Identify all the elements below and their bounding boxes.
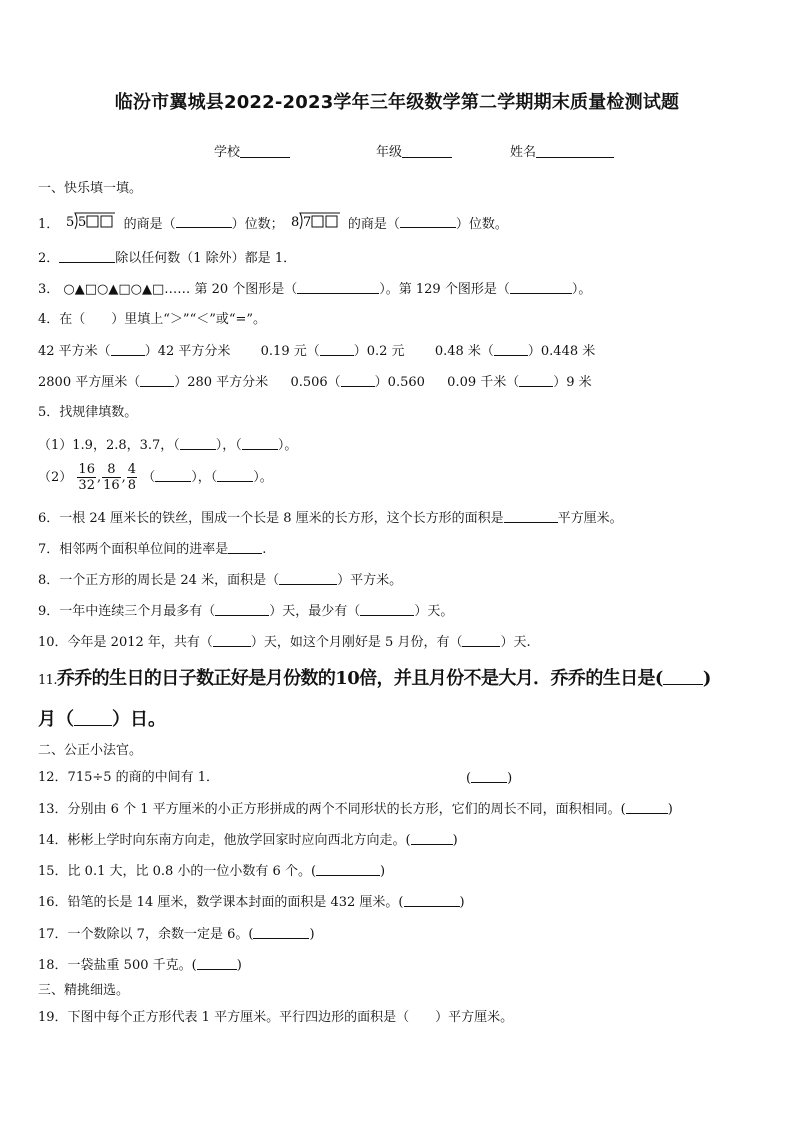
divisor: 5 (66, 215, 75, 230)
q6-text: 一根 24 厘米长的铁丝，围成一个长是 8 厘米的长方形，这个长方形的面积是 (59, 511, 504, 526)
q10-text: ）天，如这个月刚好是 5 月份，有（ (250, 635, 463, 650)
school-field (214, 141, 290, 160)
grade-field (376, 141, 452, 160)
answer-blank[interactable] (59, 249, 115, 263)
paren: ( (466, 771, 472, 786)
digit-box (312, 216, 323, 227)
compare-right: ）280 平方分米 (174, 375, 269, 390)
q7-text: . (262, 542, 267, 557)
long-division-2 (290, 211, 342, 231)
answer-blank[interactable] (462, 633, 500, 647)
question-number: 15． (38, 864, 68, 879)
compare-left: 0.19 元（ (260, 344, 320, 359)
question-number: 19． (38, 1010, 68, 1025)
question-16 (38, 893, 465, 912)
q8-text: ）平方米。 (337, 573, 403, 588)
question-number: 5． (38, 405, 60, 420)
answer-blank[interactable] (494, 342, 528, 356)
school-label: 学校 (214, 145, 241, 160)
name-blank[interactable] (536, 144, 614, 158)
question-1 (38, 211, 508, 234)
q17-text: 一个数除以 7，余数一定是 6。( (67, 927, 254, 942)
question-number: 7． (38, 542, 60, 557)
q5-1-text: （1）1.9，2.8，3.7，（ (38, 438, 180, 453)
q11-text: 乔乔的生日的日子数正好是月份数的10倍，并且月份不是大月．乔乔的生日是( (56, 668, 663, 689)
answer-blank[interactable] (176, 215, 232, 228)
question-11-line-2 (38, 708, 166, 732)
compare-right: ）0.448 米 (527, 344, 596, 359)
q17-text: ) (309, 927, 315, 942)
q1-text: ）位数； (231, 217, 284, 232)
answer-blank[interactable] (663, 668, 703, 685)
q5-2-text: （ (142, 470, 156, 485)
question-number: 14． (38, 833, 68, 848)
question-number: 18． (38, 958, 68, 973)
q11-text: ）日。 (112, 709, 166, 730)
digit-box (101, 216, 112, 227)
divisor: 8 (290, 215, 300, 230)
q9-text: ）天，最少有（ (269, 604, 361, 619)
q13-text: ) (667, 802, 673, 817)
question-5 (38, 404, 137, 422)
question-13 (38, 800, 673, 819)
q5-part-1 (38, 436, 297, 455)
q11-text: ) (702, 668, 711, 689)
section-heading-1: 一、快乐填一填。 (38, 181, 143, 196)
compare-left: 0.506（ (290, 375, 341, 390)
question-3 (38, 280, 591, 299)
q13-text: 分别由 6 个 1 平方厘米的小正方形拼成的两个不同形状的长方形，它们的周长不同，面积相同。( (67, 802, 626, 817)
q11-text: 月（ (38, 709, 74, 730)
q1-text: 的商是（ (123, 217, 176, 232)
dividend-digit: 7 (302, 215, 312, 230)
name-label: 姓名 (510, 145, 537, 160)
answer-blank[interactable] (504, 509, 558, 523)
fraction: $\frac{8}{16}$ (103, 462, 120, 493)
q18-text: 一袋盐重 500 千克。( (67, 958, 197, 973)
compare-right: ）9 米 (553, 375, 592, 390)
q8-text: 一个正方形的周长是 24 米，面积是（ (59, 573, 280, 588)
compare-left: 2800 平方厘米（ (38, 375, 141, 390)
q1-text: 的商是（ (347, 217, 400, 232)
question-8 (38, 571, 402, 590)
question-number: 10． (38, 635, 68, 650)
answer-blank[interactable] (297, 280, 379, 294)
q16-text: ) (459, 895, 465, 910)
dividend-digit: 5 (78, 215, 87, 230)
paren: ) (507, 771, 513, 786)
q6-text: 平方厘米。 (557, 511, 623, 526)
compare-right: ）42 平方分米 (144, 344, 231, 359)
q4-row-1 (38, 342, 595, 361)
digit-box (326, 216, 337, 227)
answer-blank[interactable] (197, 956, 237, 970)
question-15 (38, 862, 385, 881)
question-9 (38, 602, 453, 621)
section-heading-3: 三、精挑细选。 (38, 983, 130, 998)
answer-blank[interactable] (242, 436, 278, 450)
q3-text: ）。第 129 个图形是（ (379, 282, 510, 297)
question-4 (38, 311, 266, 329)
question-14 (38, 831, 458, 850)
answer-blank[interactable] (316, 862, 380, 876)
question-19 (38, 1009, 513, 1027)
q5-1-text: ），（ (215, 438, 242, 453)
q5-1-text: ）。 (277, 438, 298, 453)
answer-blank[interactable] (341, 373, 375, 387)
q9-text: 一年中连续三个月最多有（ (59, 604, 216, 619)
section-heading-2: 二、公正小法官。 (38, 743, 143, 758)
q5-part-2: （2） $\frac{16}{32}$ , $\frac{8}{16}$ , $\frac{4}{8}$ （ ），（ ）。 (38, 462, 273, 493)
question-number: 2． (38, 251, 60, 266)
q12-answer (466, 769, 512, 788)
q12-text: 715÷5 的商的中间有 1． (67, 770, 220, 785)
grade-label: 年级 (376, 145, 403, 160)
question-number: 4． (38, 312, 60, 327)
compare-left: 42 平方米（ (38, 344, 111, 359)
compare-right: ）0.2 元 (353, 344, 405, 359)
q10-text: 今年是 2012 年，共有（ (67, 635, 213, 650)
fraction: $\frac{4}{8}$ (127, 462, 137, 493)
digit-box (87, 216, 98, 227)
answer-blank[interactable] (155, 468, 191, 482)
answer-blank[interactable] (253, 925, 309, 939)
long-division-1 (65, 211, 117, 231)
answer-blank[interactable] (404, 893, 460, 907)
q5-2-text: ）。 (253, 470, 273, 485)
q5-2-text: ），（ (191, 470, 218, 485)
compare-left: 0.09 千米（ (447, 375, 520, 390)
answer-blank[interactable] (411, 831, 453, 845)
q10-text: ）天. (500, 635, 531, 650)
answer-blank[interactable] (74, 709, 112, 726)
answer-blank[interactable] (320, 342, 354, 356)
answer-blank[interactable] (111, 342, 145, 356)
question-18 (38, 956, 242, 975)
fraction: $\frac{16}{32}$ (78, 462, 95, 493)
answer-blank[interactable] (217, 468, 253, 482)
answer-blank[interactable] (279, 571, 337, 585)
q7-text: 相邻两个面积单位间的进率是 (59, 542, 229, 557)
shape-pattern: ○▲□○▲□○▲□…… (63, 282, 191, 297)
name-field (510, 141, 614, 160)
q14-text: 彬彬上学时向东南方向走，他放学回家时应向西北方向走。( (67, 833, 411, 848)
q2-text: 除以任何数（1 除外）都是 1． (115, 251, 297, 266)
q3-text: 第 20 个图形是（ (194, 282, 298, 297)
answer-blank[interactable] (471, 769, 507, 783)
q16-text: 铅笔的长是 14 厘米，数学课本封面的面积是 432 厘米。( (67, 895, 404, 910)
q4-row-2 (38, 373, 592, 392)
compare-right: ）0.560 (374, 375, 425, 390)
school-blank[interactable] (240, 144, 290, 158)
answer-blank[interactable] (400, 215, 456, 228)
q5-2-label: （2） (38, 470, 73, 485)
question-17 (38, 925, 315, 944)
answer-blank[interactable] (626, 800, 668, 814)
q1-text: ）位数。 (455, 217, 508, 232)
q14-text: ) (452, 833, 458, 848)
question-number: 16． (38, 895, 68, 910)
q9-text: ）天。 (414, 604, 454, 619)
question-2 (38, 249, 296, 268)
q15-text: ) (380, 864, 386, 879)
question-number: 12． (38, 770, 68, 785)
q18-text: ) (236, 958, 242, 973)
question-number: 3． (38, 282, 60, 297)
question-number: 9． (38, 604, 60, 619)
answer-blank[interactable] (215, 602, 269, 616)
answer-blank[interactable] (510, 280, 572, 294)
question-10 (38, 633, 531, 652)
compare-left: 0.48 米（ (434, 344, 494, 359)
question-7 (38, 540, 266, 559)
question-number: 11. (38, 673, 57, 688)
q4-text: 在（ ）里填上“＞”“＜”或“=”。 (59, 312, 267, 327)
q19-text: 下图中每个正方形代表 1 平方厘米。平行四边形的面积是（ ）平方厘米。 (67, 1010, 514, 1025)
answer-blank[interactable] (180, 436, 216, 450)
question-number: 8． (38, 573, 60, 588)
answer-blank[interactable] (228, 540, 262, 554)
q3-text: ）。 (571, 282, 592, 297)
question-number: 6． (38, 511, 60, 526)
question-6 (38, 509, 623, 528)
answer-blank[interactable] (213, 633, 251, 647)
answer-blank[interactable] (519, 373, 553, 387)
question-12 (38, 769, 219, 787)
q15-text: 比 0.1 大，比 0.8 小的一位小数有 6 个。( (67, 864, 317, 879)
question-number: 1． (38, 217, 60, 232)
page-title: 临汾市翼城县2022-2023学年三年级数学第二学期期末质量检测试题 (114, 92, 680, 113)
question-11 (38, 667, 711, 693)
answer-blank[interactable] (360, 602, 414, 616)
grade-blank[interactable] (402, 144, 452, 158)
answer-blank[interactable] (140, 373, 174, 387)
question-number: 13． (38, 802, 68, 817)
q5-text: 找规律填数。 (59, 405, 138, 420)
question-number: 17． (38, 927, 68, 942)
